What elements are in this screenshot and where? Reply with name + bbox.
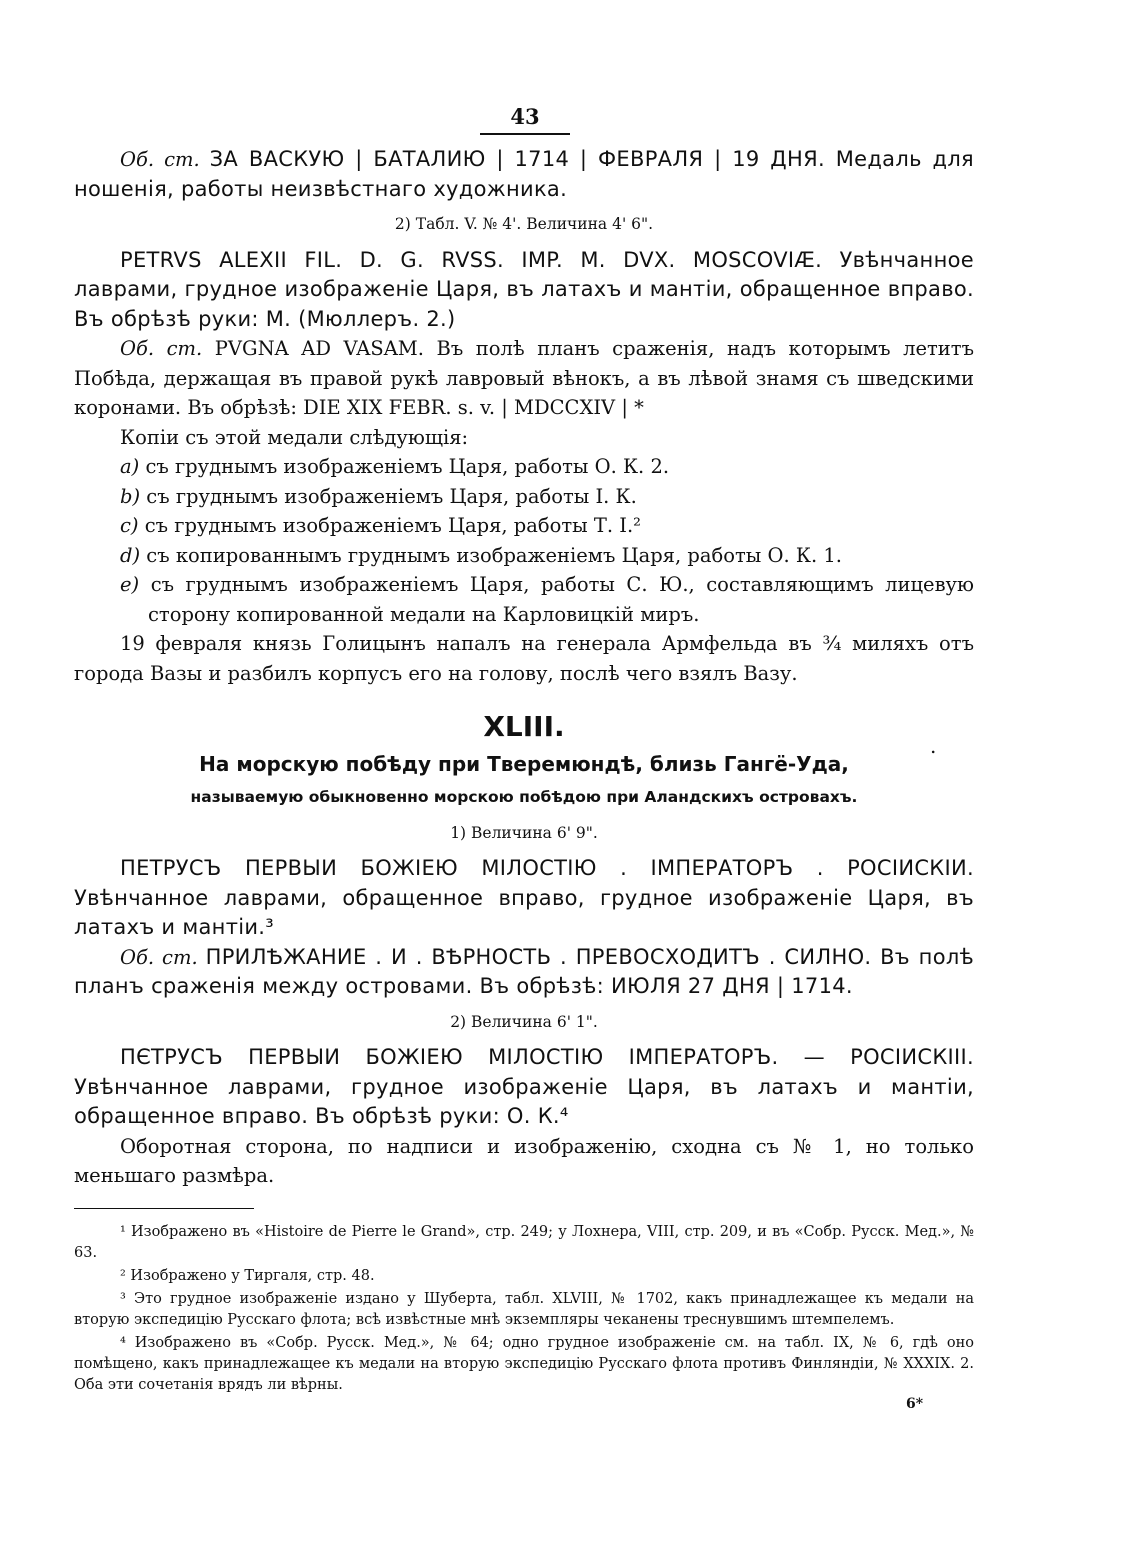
size-note: 2) Табл. V. № 4'. Величина 4' 6". — [394, 215, 654, 233]
footnote: ⁴ Изображено въ «Собр. Русск. Мед.», № 64; одно грудное изображеніе см. на табл. IX, № 6, гдѣ оно помѣщено, какъ принадлежащее къ медали на вторую экспедицію Русскаго флота противъ Финляндіи, № XXXIX. 2. Оба эти сочетанія врядъ ли вѣрны. — [74, 1335, 974, 1393]
section-subtitle: называемую обыкновенно морскою побѣдою при Аландскихъ островахъ. — [190, 788, 858, 806]
footnote: ³ Это грудное изображеніе издано у Шуберта, табл. XLVIII, № 1702, какъ принадлежащее къ медали на вторую экспедицію Русскаго флота; всѣ извѣстные мнѣ экземпляры чеканены треснувшимъ штемпелемъ. — [74, 1291, 974, 1328]
list-marker: b) — [120, 484, 141, 508]
list-item — [74, 511, 974, 541]
copies-list — [74, 452, 974, 629]
list-item — [74, 570, 974, 629]
list-marker: d) — [120, 543, 141, 567]
stray-mark: . — [930, 734, 937, 758]
history-paragraph: 19 февраля князь Голицынъ напалъ на генерала Армфельда въ ¾ миляхъ отъ города Вазы и разбилъ корпусъ его на голову, послѣ чего взялъ Вазу. — [74, 632, 974, 685]
paragraph-text: ЗА ВАСКУЮ | БАТАЛИЮ | 1714 | ФЕВРАЛЯ | 19 ДНЯ. Медаль для ношенія, работы неизвѣстнаго художника. — [74, 147, 974, 201]
list-marker: a) — [120, 455, 140, 478]
obverse-label: Об. ст. — [120, 148, 200, 171]
section-title: На морскую побѣду при Тверемюндѣ, близь Гангё-Уда, — [199, 751, 849, 776]
section-number: XLIII. — [483, 710, 565, 743]
copies-intro: Копіи съ этой медали слѣдующія: — [120, 425, 469, 449]
signature-mark: 6* — [906, 1396, 924, 1412]
reverse-description-3 — [74, 943, 974, 1002]
footnote: ² Изображено у Тиргаля, стр. 48. — [120, 1268, 375, 1284]
footnote: ¹ Изображено въ «Histoire de Pierre le Grand», стр. 249; у Лохнера, VIII, стр. 209, и въ «Собр. Русск. Мед.», № 63. — [74, 1224, 974, 1261]
footnotes — [74, 1222, 974, 1398]
list-marker: c) — [120, 514, 139, 537]
reverse-description-1 — [74, 145, 974, 204]
paragraph-text: PVGNA AD VASAM. Въ полѣ планъ сраженія, надъ которымъ летитъ Побѣда, держащая въ правой рукѣ лавровый вѣнокъ, а въ лѣвой знамя съ шведскими коронами. Въ обрѣзѣ: DIE XIX FEBR. s. v. | MDCCXIV | * — [74, 337, 975, 419]
list-text: съ груднымъ изображеніемъ Царя, работы О. К. 2. — [145, 455, 670, 478]
list-item — [74, 452, 974, 482]
list-text: съ груднымъ изображеніемъ Царя, работы І. К. — [146, 484, 637, 508]
list-item — [74, 541, 974, 571]
list-text: съ копированнымъ груднымъ изображеніемъ Царя, работы О. К. 1. — [146, 543, 842, 567]
obverse-label: Об. ст. — [120, 945, 198, 969]
obverse-description: ПЄТРУСЪ ПЕРВЫИ БОЖІЕЮ МІЛОСТІЮ ІМПЕРАТОРЪ. — РОСІИСКІІІ. Увѣнчанное лаврами, грудное изображеніе Царя, въ латахъ и мантіи, обращенное вправо. Въ обрѣзѣ руки: О. К.⁴ — [74, 1045, 974, 1128]
page-number: 43 — [480, 104, 570, 135]
size-note: 2) Величина 6' 1". — [450, 1012, 598, 1031]
paragraph-text: ПРИЛѢЖАНИЕ . И . ВѢРНОСТЬ . ПРЕВОСХОДИТЪ . СИЛНО. Въ полѣ планъ сраженія между островами. Въ обрѣзѣ: ИЮЛЯ 27 ДНЯ | 1714. — [74, 944, 974, 998]
obverse-label: Об. ст. — [120, 337, 203, 360]
reverse-note: Оборотная сторона, по надписи и изображенію, сходна съ № 1, но только меньшаго размѣра. — [74, 1134, 974, 1187]
list-marker: e) — [120, 573, 140, 596]
obverse-description: ПЕТРУСЪ ПЕРВЫИ БОЖІЕЮ МІЛОСТІЮ . ІМПЕРАТОРЪ . РОСІИСКІИ. Увѣнчанное лаврами, обращенное вправо, грудное изображеніе Царя, въ латахъ и мантіи.³ — [74, 856, 974, 939]
footnote-rule — [74, 1208, 254, 1209]
main-text — [74, 145, 974, 1191]
reverse-description-2 — [74, 334, 974, 423]
obverse-description: PETRVS ALEXII FIL. D. G. RVSS. IMP. M. DVX. MOSCOVIÆ. Увѣнчанное лаврами, грудное изображеніе Царя, въ латахъ и мантіи, обращенное вправо. Въ обрѣзѣ руки: М. (Мюллеръ. 2.) — [74, 247, 974, 331]
size-note: 1) Величина 6' 9". — [450, 823, 598, 842]
list-item — [74, 482, 974, 512]
list-text: съ груднымъ изображеніемъ Царя, работы С. Ю., составляющимъ лицевую сторону копированной медали на Карловицкій миръ. — [148, 573, 975, 626]
list-text: съ груднымъ изображеніемъ Царя, работы Т. І.² — [144, 514, 642, 537]
